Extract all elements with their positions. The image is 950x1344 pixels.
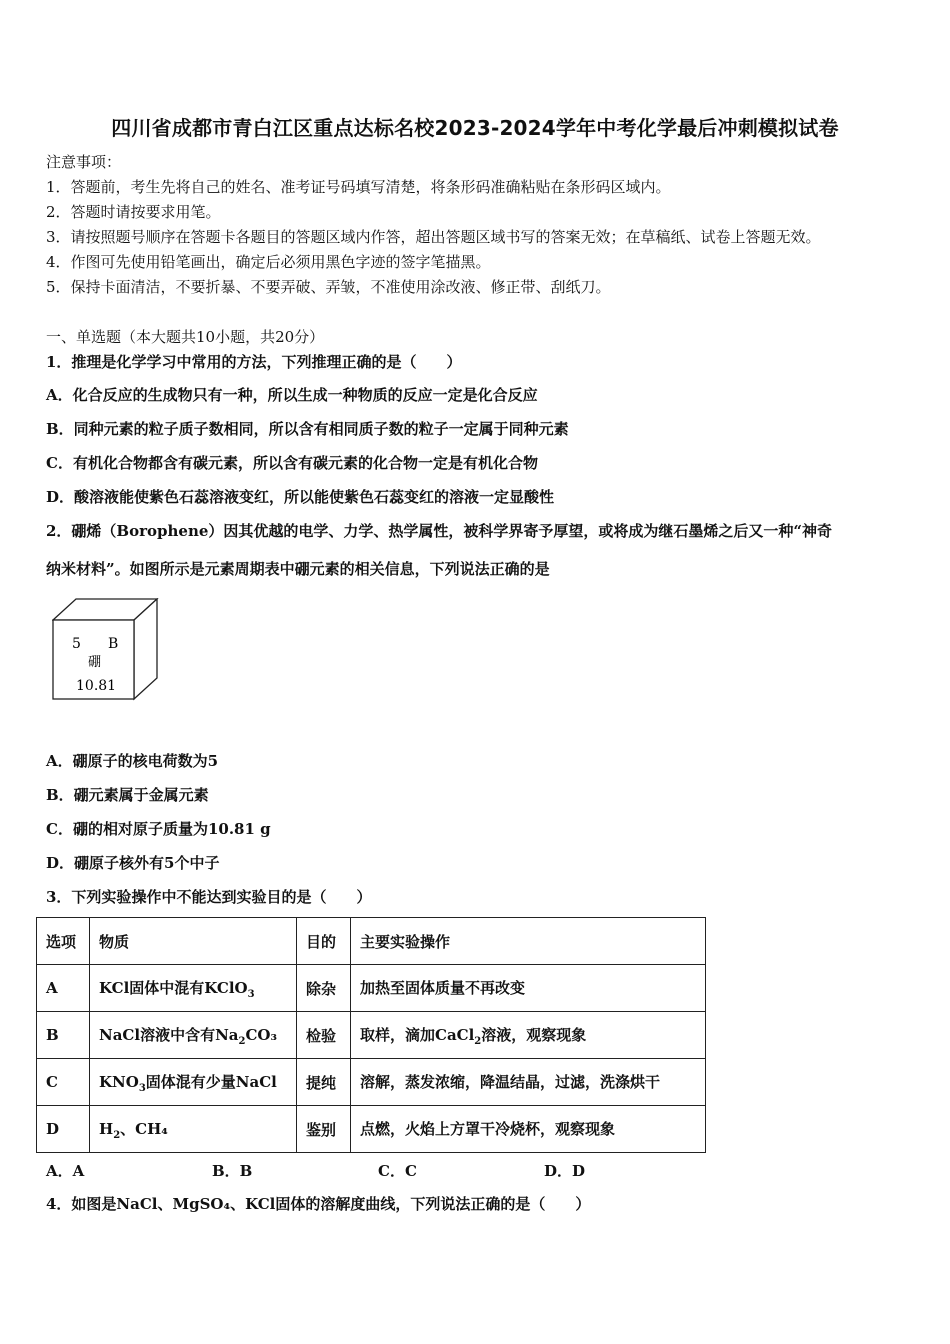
q2-option-c: C．硼的相对原子质量为10.81 g	[46, 820, 271, 838]
q2-stem-line1: 2．硼烯（Borophene）因其优越的电学、力学、热学属性，被科学界寄予厚望，或将成为继石墨烯之后又一种“神奇	[46, 522, 833, 540]
row-purpose: 除杂	[297, 965, 351, 1012]
table-row	[37, 1106, 706, 1153]
header-cell: 物质	[90, 918, 297, 965]
header-cell: 主要实验操作	[351, 918, 706, 965]
row-substance: $KNO_3$固体混有少量NaCl	[90, 1059, 297, 1106]
header-cell: 目的	[297, 918, 351, 965]
q2-option-b: B．硼元素属于金属元素	[46, 786, 209, 804]
row-key: C	[37, 1059, 90, 1106]
table-row	[37, 1012, 706, 1059]
row-substance: $H_2$、CH₄	[90, 1106, 297, 1153]
q2-option-a: A．硼原子的核电荷数为5	[46, 752, 219, 770]
q3-answer-a: A．A	[46, 1162, 85, 1180]
q4-stem: 4．如图是NaCl、MgSO₄、KCl固体的溶解度曲线，下列说法正确的是（ ）	[46, 1195, 591, 1213]
element-mass: 10.81	[76, 678, 117, 694]
row-operation: 点燃，火焰上方罩干冷烧杯，观察现象	[351, 1106, 706, 1153]
row-operation: 取样，滴加CaCl$_2$溶液，观察现象	[351, 1012, 706, 1059]
row-key: D	[37, 1106, 90, 1153]
q1-option-a: A．化合反应的生成物只有一种，所以生成一种物质的反应一定是化合反应	[46, 386, 538, 404]
row-operation: 溶解，蒸发浓缩，降温结晶，过滤，洗涤烘干	[351, 1059, 706, 1106]
notice-item: 4．作图可先使用铅笔画出，确定后必须用黑色字迹的签字笔描黑。	[46, 253, 491, 271]
q1-stem: 1．推理是化学学习中常用的方法，下列推理正确的是（ ）	[46, 353, 462, 371]
notice-item: 1．答题前，考生先将自己的姓名、准考证号码填写清楚，将条形码准确粘贴在条形码区域内。	[46, 178, 671, 196]
table-row	[37, 965, 706, 1012]
q3-answer-options	[46, 1160, 710, 1181]
row-purpose: 检验	[297, 1012, 351, 1059]
header-cell: 选项	[37, 918, 90, 965]
row-key: B	[37, 1012, 90, 1059]
q1-option-c: C．有机化合物都含有碳元素，所以含有碳元素的化合物一定是有机化合物	[46, 454, 538, 472]
q2-stem-line2: 纳米材料”。如图所示是元素周期表中硼元素的相关信息，下列说法正确的是	[46, 560, 550, 578]
q3-answer-b: B．B	[212, 1162, 253, 1180]
row-key: A	[37, 965, 90, 1012]
row-substance: KCl固体中混有KClO$_3$	[90, 965, 297, 1012]
row-operation: 加热至固体质量不再改变	[351, 965, 706, 1012]
q1-option-d: D．酸溶液能使紫色石蕊溶液变红，所以能使紫色石蕊变红的溶液一定显酸性	[46, 488, 555, 506]
notice-item: 2．答题时请按要求用笔。	[46, 203, 221, 221]
section-heading: 一、单选题（本大题共10小题，共20分）	[46, 328, 325, 346]
q3-stem: 3．下列实验操作中不能达到实验目的是（ ）	[46, 888, 372, 906]
q3-answer-c: C．C	[378, 1162, 417, 1180]
table-header-row	[37, 918, 706, 965]
page-title: 四川省成都市青白江区重点达标名校2023-2024学年中考化学最后冲刺模拟试卷	[111, 116, 839, 140]
element-card-figure	[52, 598, 162, 702]
q1-option-b: B．同种元素的粒子质子数相同，所以含有相同质子数的粒子一定属于同种元素	[46, 420, 569, 438]
row-substance: NaCl溶液中含有$Na_2CO_3$	[90, 1012, 297, 1059]
element-number: 5	[72, 636, 81, 652]
q2-option-d: D．硼原子核外有5个中子	[46, 854, 220, 872]
row-purpose: 提纯	[297, 1059, 351, 1106]
q3-table	[36, 917, 706, 1153]
notice-item: 3．请按照题号顺序在答题卡各题目的答题区域内作答，超出答题区域书写的答案无效；在草稿纸、试卷上答题无效。	[46, 228, 821, 246]
notice-item: 5．保持卡面清洁，不要折暴、不要弄破、弄皱，不准使用涂改液、修正带、刮纸刀。	[46, 278, 611, 296]
row-purpose: 鉴别	[297, 1106, 351, 1153]
q3-answer-d: D．D	[544, 1162, 586, 1180]
notice-heading: 注意事项：	[46, 153, 122, 171]
element-symbol: B	[108, 636, 119, 652]
table-row	[37, 1059, 706, 1106]
element-name: 硼	[88, 655, 102, 670]
